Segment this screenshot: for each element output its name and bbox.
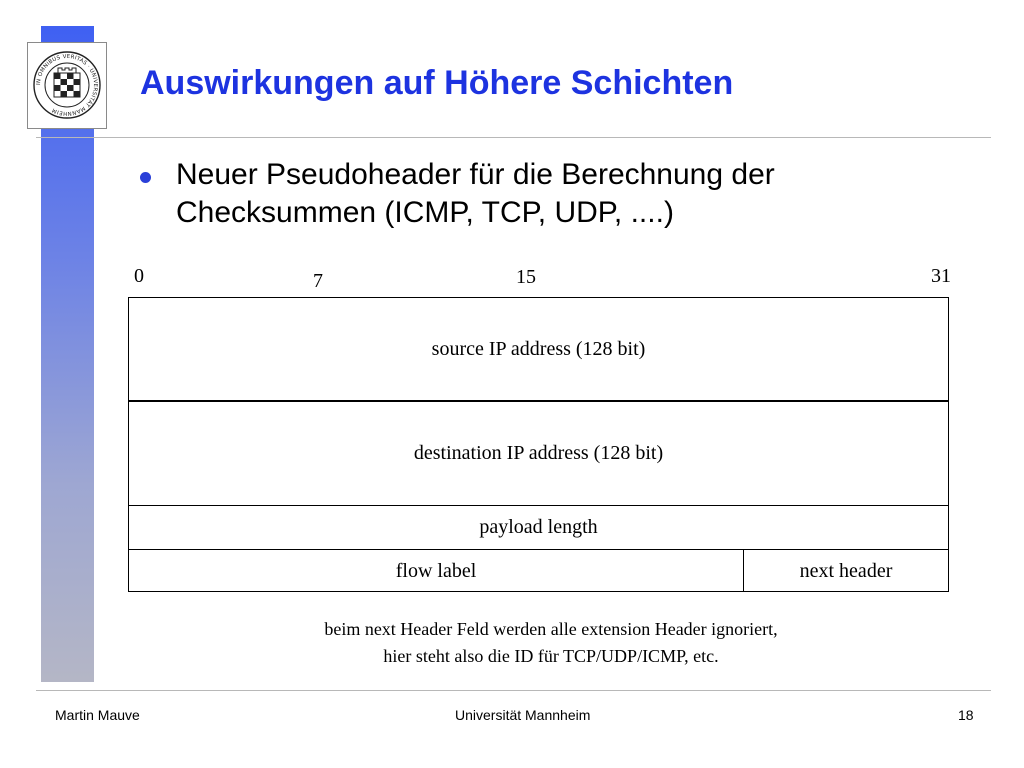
flow-label-text: flow label (395, 559, 477, 582)
bit-tick-7: 7 (313, 270, 323, 292)
flow-label-field (129, 550, 744, 592)
pseudoheader-diagram (128, 297, 949, 592)
diagram-note (128, 616, 974, 670)
source-address-label: source IP address (128 bit) (431, 337, 646, 360)
flow-next-header-row (129, 550, 948, 592)
diagram-note-line-1: beim next Header Feld werden alle extension Header ignoriert, (324, 619, 778, 639)
payload-length-field (129, 506, 948, 550)
header-divider (36, 137, 991, 138)
footer-page-number: 18 (958, 707, 974, 723)
diagram-note-line-2: hier steht also die ID für TCP/UDP/ICMP, etc. (383, 646, 719, 666)
next-header-field (744, 550, 948, 592)
university-logo (27, 42, 107, 129)
next-header-text: next header (799, 559, 893, 582)
bullet-text: Neuer Pseudoheader für die Berechnung der Checksummen (ICMP, TCP, UDP, ....) (176, 158, 775, 229)
bit-tick-31: 31 (931, 265, 951, 287)
bit-tick-0: 0 (134, 265, 144, 287)
seal-text: IN OMNIBUS VERITAS · UNIVERSITÄT MANNHEIM (35, 53, 99, 117)
bullet-point-marker (140, 172, 151, 183)
payload-length-label: payload length (479, 516, 598, 538)
university-seal-icon (28, 43, 106, 128)
destination-address-field (129, 402, 948, 506)
bit-tick-15: 15 (516, 266, 536, 288)
slide-title: Auswirkungen auf Höhere Schichten (140, 64, 734, 102)
destination-address-label: destination IP address (128 bit) (413, 442, 664, 464)
footer-institution: Universität Mannheim (455, 707, 591, 723)
footer-divider (36, 690, 991, 691)
footer-author: Martin Mauve (55, 707, 140, 723)
source-address-field (129, 298, 948, 402)
